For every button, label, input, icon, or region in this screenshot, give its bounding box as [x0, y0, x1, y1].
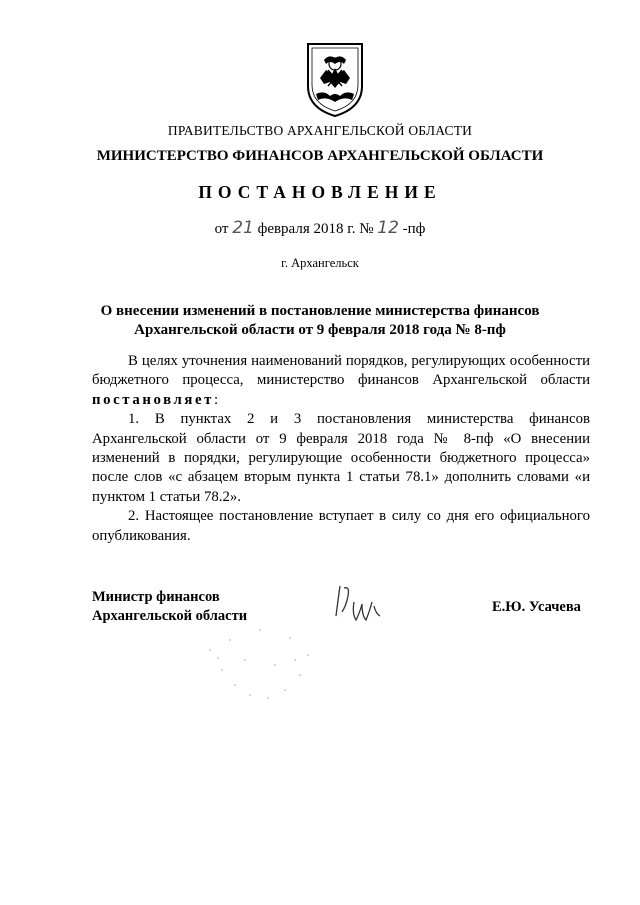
- signatory-position-line-1: Министр финансов: [92, 589, 220, 605]
- document-subject: [0, 302, 640, 340]
- government-name: ПРАВИТЕЛЬСТВО АРХАНГЕЛЬСКОЙ ОБЛАСТИ: [167, 123, 473, 138]
- intro-emphasis: постановляет: [92, 391, 215, 408]
- signatory-name: Е.Ю. Усачева: [492, 599, 581, 615]
- date-prefix: от: [214, 221, 233, 237]
- item-2-paragraph: 2. Настоящее постановление вступает в силу со дня его официального опубликования.: [92, 508, 590, 544]
- coat-of-arms-emblem-icon: [304, 40, 366, 118]
- document-suffix: -пф: [398, 221, 426, 237]
- intro-end: :: [214, 391, 219, 408]
- signatory-position: [92, 588, 247, 626]
- subject-line-1: О внесении изменений в постановление министерства финансов: [100, 303, 540, 319]
- handwritten-signature-icon: [326, 580, 386, 630]
- date-day-handwritten: 21: [232, 218, 254, 238]
- intro-text: В целях уточнения наименований порядков, регулирующих особенности бюджетного процесса, министерство финансов Архангельской области: [92, 353, 590, 389]
- date-rest: февраля 2018 г. №: [253, 221, 378, 237]
- item-1-paragraph: 1. В пунктах 2 и 3 постановления министерства финансов Архангельской области от 9 февраля 2018 года № 8-пф «О внесении изменений в порядки, регулирующие особенности бюджетного процесса» после слов «с абзацем вторым пункта 1 статьи 78.1» дополнить словами «и пунктом 1 статьи 78.2».: [92, 411, 590, 505]
- document-number-handwritten: 12: [377, 218, 399, 238]
- subject-line-2: Архангельской области от 9 февраля 2018 года № 8-пф: [134, 322, 506, 338]
- signatory-position-line-2: Архангельской области: [92, 608, 248, 624]
- document-date-line: [0, 218, 640, 238]
- city-name: г. Архангельск: [281, 256, 359, 270]
- intro-paragraph: [92, 352, 590, 410]
- document-body: [92, 352, 590, 546]
- document-type-title: ПОСТАНОВЛЕНИЕ: [198, 182, 442, 202]
- ministry-name: МИНИСТЕРСТВО ФИНАНСОВ АРХАНГЕЛЬСКОЙ ОБЛАСТИ: [96, 148, 544, 164]
